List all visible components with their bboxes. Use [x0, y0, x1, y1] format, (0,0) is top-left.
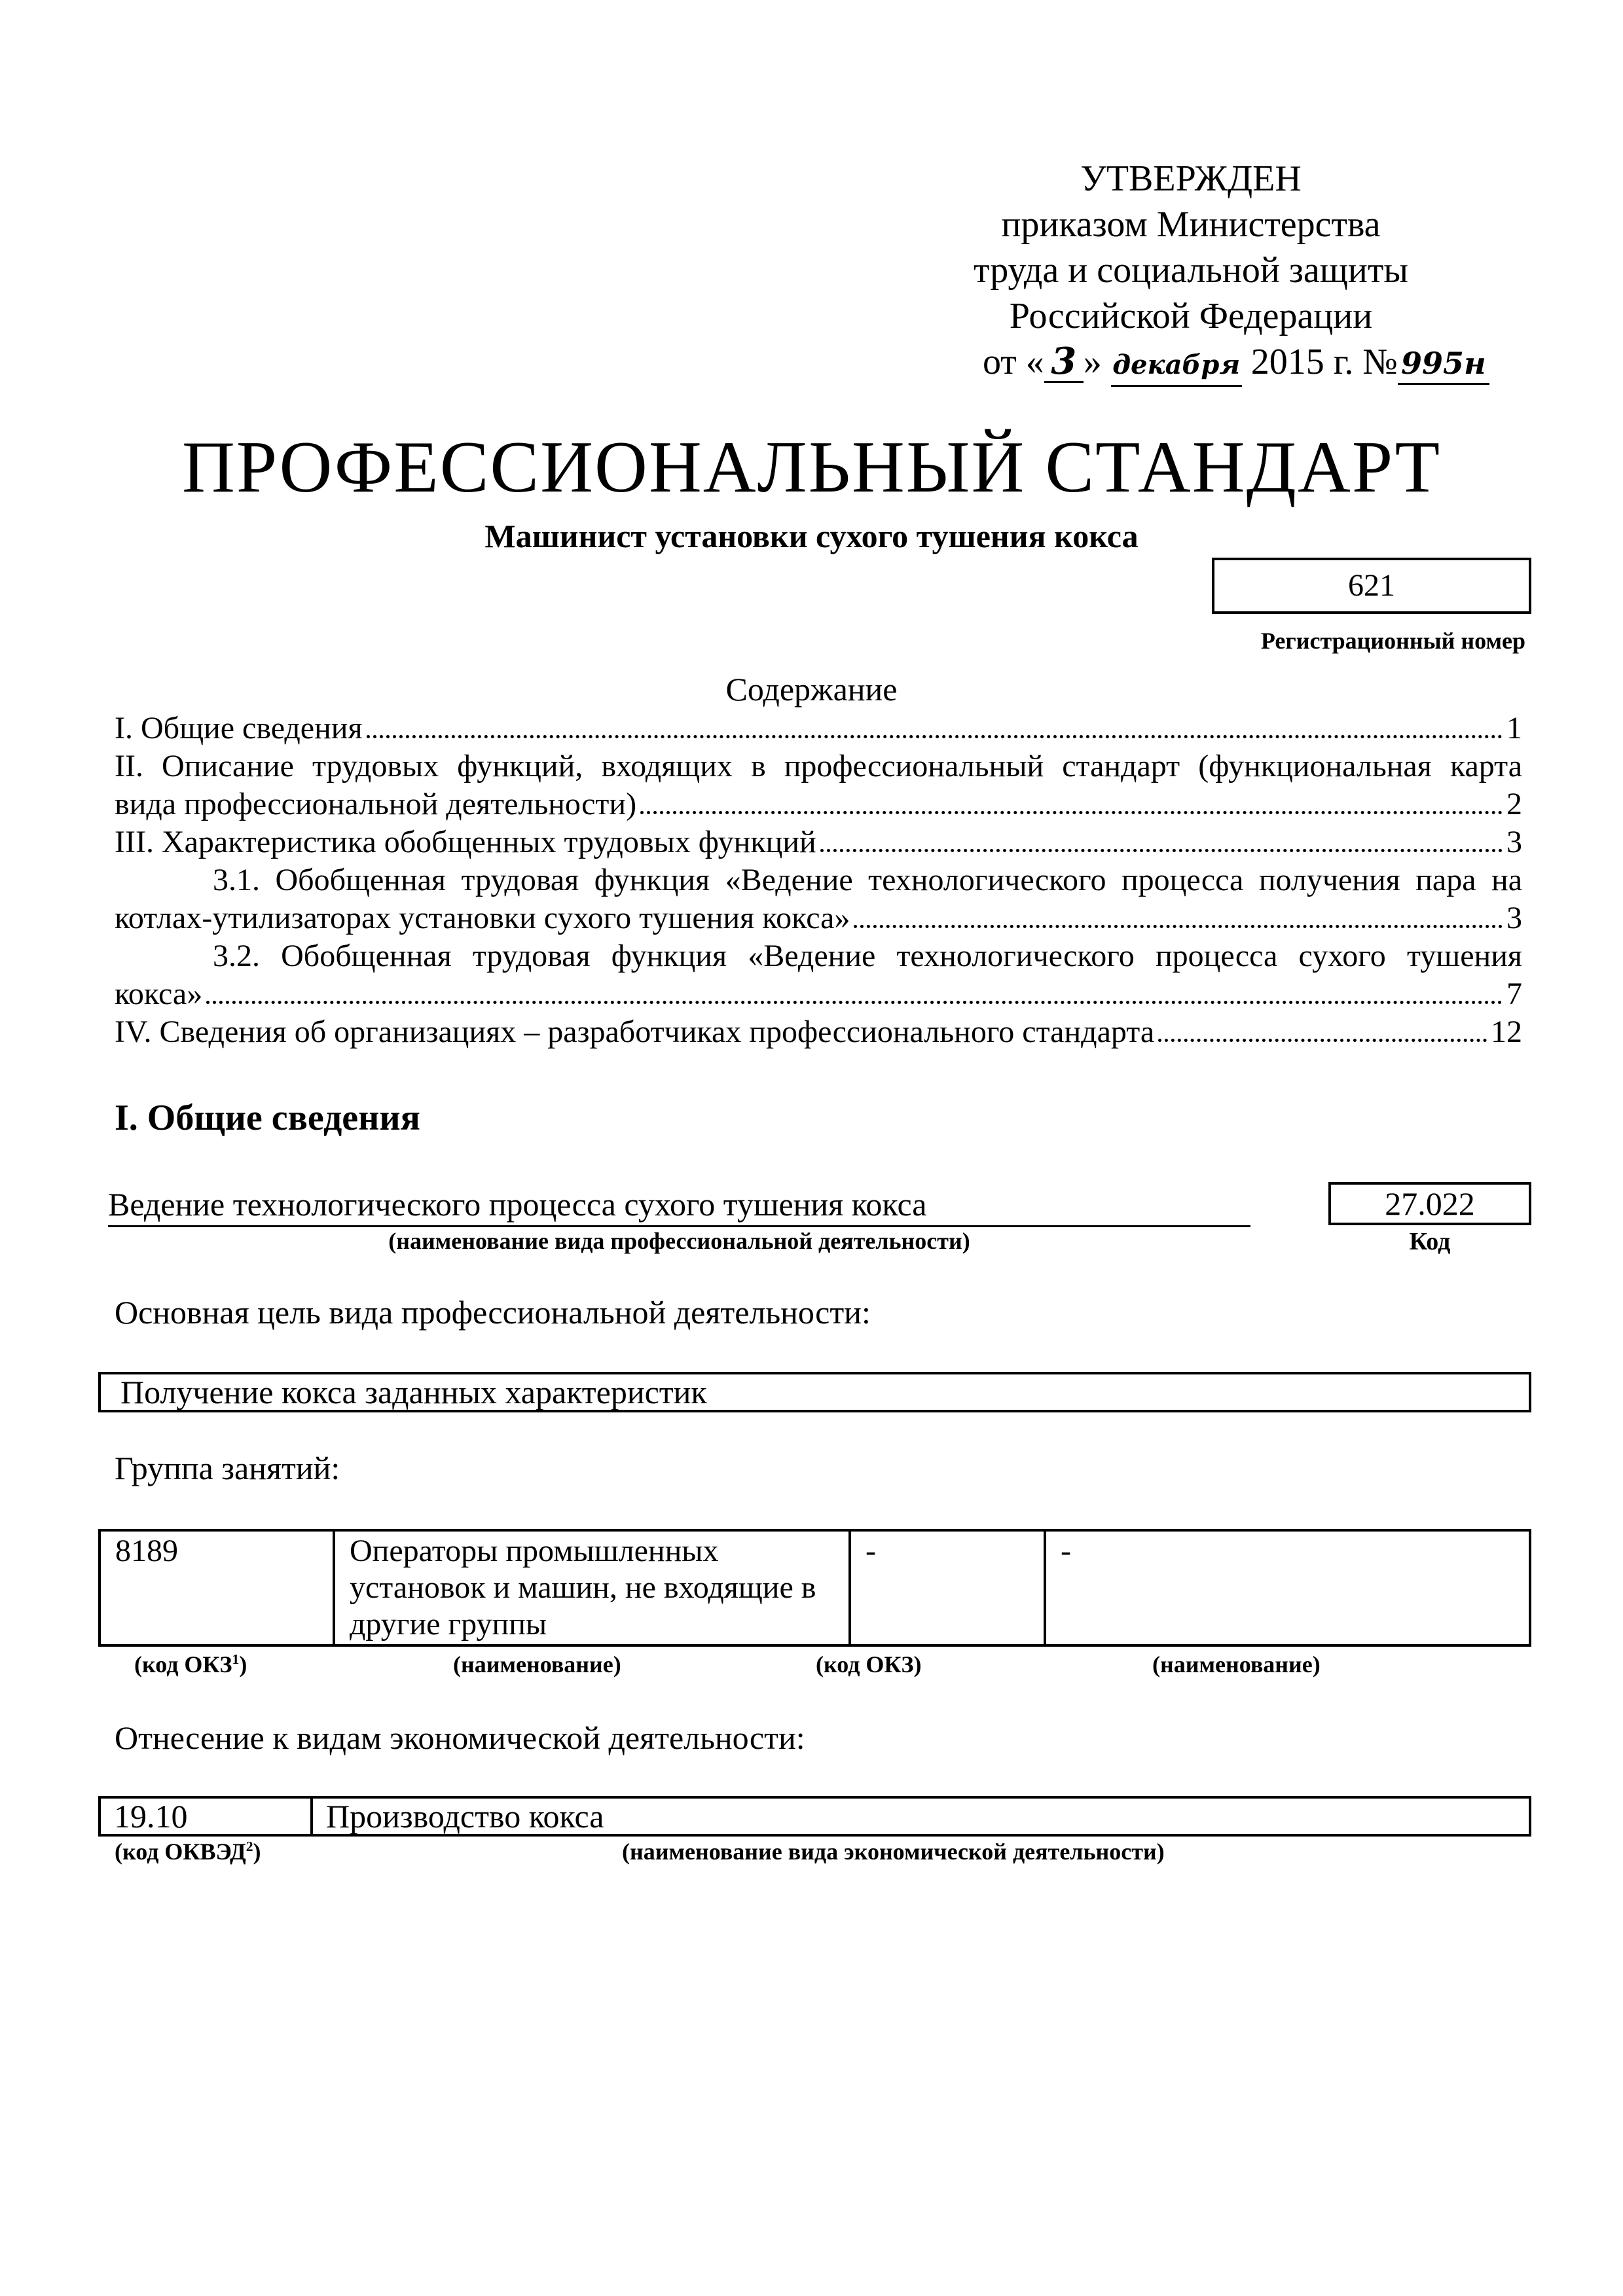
toc-entry[interactable] — [115, 1013, 1522, 1051]
caption-name: (наименование) — [453, 1651, 621, 1677]
toc-page: 1 — [1506, 711, 1522, 745]
activity-code-caption: Код — [1409, 1228, 1451, 1255]
okved-table — [98, 1796, 1531, 1837]
toc-page: 3 — [1506, 825, 1522, 859]
group-name2-cell: - — [1045, 1530, 1530, 1645]
toc-entry[interactable] — [115, 861, 1522, 937]
toc-page: 3 — [1506, 901, 1522, 935]
toc-entry-text: 3.1. Обобщенная трудовая функция «Ведение технологического процесса получения пара на — [213, 863, 1522, 897]
okved-code-cell: 19.10 — [100, 1797, 312, 1835]
registration-number-label: Регистрационный номер — [1260, 628, 1525, 654]
table-of-contents — [115, 709, 1522, 1051]
toc-entry-text: кокса» — [115, 977, 203, 1011]
toc-dots — [206, 1001, 1503, 1004]
date-day: 3 — [1044, 342, 1084, 383]
approval-line-1: приказом Министерства — [1001, 204, 1381, 245]
group-code2-cell: - — [850, 1530, 1045, 1645]
toc-title: Содержание — [725, 671, 898, 708]
section-heading: I. Общие сведения — [115, 1098, 420, 1138]
approval-block — [896, 156, 1486, 387]
table-row — [100, 1530, 1530, 1645]
group-code-cell: 8189 — [100, 1530, 334, 1645]
goal-box: Получение кокса заданных характеристик — [98, 1372, 1531, 1412]
group-label: Группа занятий: — [115, 1450, 340, 1486]
approval-line-3: Российской Федерации — [1009, 296, 1373, 336]
toc-dots — [367, 735, 1503, 738]
toc-dots — [854, 925, 1503, 928]
toc-dots — [640, 811, 1503, 814]
caption-okved-code: (код ОКВЭД$^2$) — [115, 1839, 261, 1865]
page-subtitle: Машинист установки сухого тушения кокса — [484, 518, 1139, 554]
activity-name: Ведение технологического процесса сухого тушения кокса — [108, 1183, 1250, 1227]
toc-entry-text: IV. Сведения об организациях – разработчиках профессионального стандарта — [115, 1014, 1155, 1049]
toc-entry[interactable] — [115, 937, 1522, 1013]
date-year: 2015 г. № — [1250, 342, 1398, 382]
toc-entry[interactable] — [115, 709, 1522, 747]
toc-entry-text: котлах-утилизаторах установки сухого тушения кокса» — [115, 901, 850, 935]
approval-date-line — [896, 339, 1486, 387]
group-name-cell: Операторы промышленных установок и машин, не входящие в другие группы — [334, 1530, 850, 1645]
activity-caption: (наименование вида профессиональной деятельности) — [388, 1228, 970, 1254]
toc-entry[interactable] — [115, 747, 1522, 823]
okved-label: Отнесение к видам экономической деятельности: — [115, 1719, 805, 1756]
toc-page: 12 — [1491, 1014, 1522, 1049]
okved-name-cell: Производство кокса — [312, 1797, 1530, 1835]
toc-entry-text: I. Общие сведения — [115, 711, 363, 745]
toc-page: 2 — [1506, 787, 1522, 821]
toc-entry-text: III. Характеристика обобщенных трудовых функций — [115, 825, 816, 859]
table-row — [100, 1797, 1530, 1835]
toc-entry-text: вида профессиональной деятельности) — [115, 787, 637, 821]
caption-okved-name: (наименование вида экономической деятельности) — [622, 1839, 1165, 1865]
registration-number-box: 621 — [1212, 558, 1531, 614]
date-prefix: от « — [983, 342, 1044, 382]
approval-line-2: труда и социальной защиты — [974, 250, 1408, 291]
toc-dots — [820, 849, 1503, 852]
toc-dots — [1158, 1039, 1487, 1042]
toc-page: 7 — [1506, 977, 1522, 1011]
approval-title: УТВЕРЖДЕН — [1080, 158, 1302, 199]
date-month: декабря — [1111, 346, 1242, 387]
caption-name-2: (наименование) — [1152, 1651, 1321, 1677]
caption-okz-code: (код ОКЗ$^1$) — [134, 1651, 247, 1677]
toc-entry-text: II. Описание трудовых функций, входящих в профессиональный стандарт (функциональная карта — [115, 749, 1522, 783]
order-number: 995н — [1398, 344, 1489, 385]
goal-label: Основная цель вида профессиональной деятельности: — [115, 1294, 871, 1331]
toc-entry[interactable] — [115, 823, 1522, 861]
toc-entry-text: 3.2. Обобщенная трудовая функция «Ведение технологического процесса сухого тушения — [213, 939, 1522, 973]
caption-okz-code-2: (код ОКЗ) — [816, 1651, 922, 1677]
activity-code-box: 27.022 — [1328, 1182, 1531, 1225]
page-title: ПРОФЕССИОНАЛЬНЫЙ СТАНДАРТ — [182, 427, 1441, 508]
date-mid: » — [1083, 342, 1102, 382]
occupation-groups-table — [98, 1529, 1531, 1647]
